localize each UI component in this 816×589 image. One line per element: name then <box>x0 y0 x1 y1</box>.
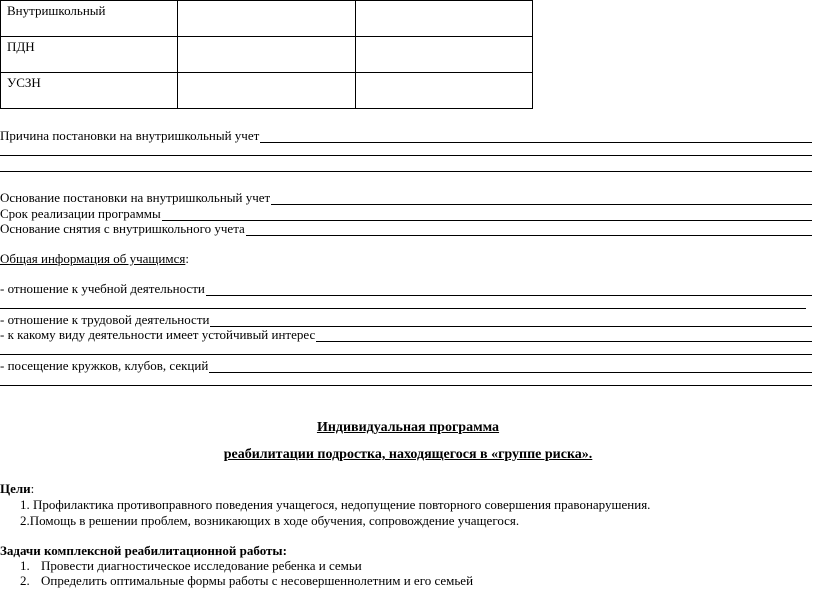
basis-label: Основание постановки на внутришкольный учет <box>0 190 271 205</box>
goals-label: Цели <box>0 481 31 496</box>
table-cell-label: УСЗН <box>1 73 178 109</box>
table-row <box>1 73 533 109</box>
study-label: - отношение к учебной деятельности <box>0 281 205 296</box>
table-row <box>1 1 533 37</box>
task-text: Определить оптимальные формы работы с несовершеннолетним и его семьей <box>41 573 474 588</box>
table-cell-empty <box>178 1 356 37</box>
task-item <box>20 558 362 574</box>
table-cell-empty <box>356 73 533 109</box>
general-info-colon: : <box>185 251 189 266</box>
goal-item: 2.Помощь в решении проблем, возникающих в ходе обучения, сопровождение учащегося. <box>20 513 520 528</box>
removal-fill-line <box>246 223 812 236</box>
table-cell-label: ПДН <box>1 37 178 73</box>
reason-fill-line <box>260 130 812 143</box>
table-cell-empty <box>178 37 356 73</box>
task-text: Провести диагностическое исследование ребенка и семьи <box>41 558 362 573</box>
labor-field <box>0 312 812 327</box>
interest-extra-line <box>0 354 812 355</box>
interest-label: - к какому виду деятельности имеет устойчивый интерес <box>0 327 316 342</box>
general-info-heading <box>0 251 189 267</box>
program-title: Индивидуальная программа <box>316 420 500 435</box>
table-row <box>1 37 533 73</box>
basis-field <box>0 190 812 205</box>
term-field <box>0 206 812 221</box>
registration-table <box>0 0 533 109</box>
task-number: 1. <box>20 558 30 573</box>
tasks-heading: Задачи комплексной реабилитационной работы: <box>0 543 287 558</box>
term-fill-line <box>162 208 812 221</box>
goals-heading <box>0 481 34 497</box>
reason-extra-line <box>0 171 812 172</box>
labor-label: - отношение к трудовой деятельности <box>0 312 210 327</box>
clubs-field <box>0 358 812 373</box>
study-fill-line <box>206 283 812 296</box>
basis-fill-line <box>271 192 812 205</box>
term-label: Срок реализации программы <box>0 206 161 221</box>
reason-extra-line <box>0 155 812 156</box>
goal-item: 1. Профилактика противоправного поведения учащегося, недопущение повторного совершения правонарушения. <box>20 497 651 512</box>
removal-label: Основание снятия с внутришкольного учета <box>0 221 245 236</box>
table-cell-empty <box>356 37 533 73</box>
table-cell-label: Внутришкольный <box>1 1 178 37</box>
task-number: 2. <box>20 573 30 588</box>
study-extra-line <box>0 308 806 309</box>
removal-field <box>0 221 812 236</box>
clubs-label: - посещение кружков, клубов, секций <box>0 358 209 373</box>
labor-fill-line <box>210 314 812 327</box>
clubs-extra-line <box>0 385 812 386</box>
program-subtitle: реабилитации подростка, находящегося в «группе риска». <box>223 447 593 462</box>
clubs-fill-line <box>209 360 812 373</box>
interest-field <box>0 327 812 342</box>
reason-field <box>0 128 812 143</box>
table-cell-empty <box>178 73 356 109</box>
reason-label: Причина постановки на внутришкольный учет <box>0 128 260 143</box>
goals-colon: : <box>30 481 35 496</box>
interest-fill-line <box>316 329 812 342</box>
study-field <box>0 281 812 296</box>
general-info-label: Общая информация об учащимся <box>0 251 186 266</box>
table-cell-empty <box>356 1 533 37</box>
